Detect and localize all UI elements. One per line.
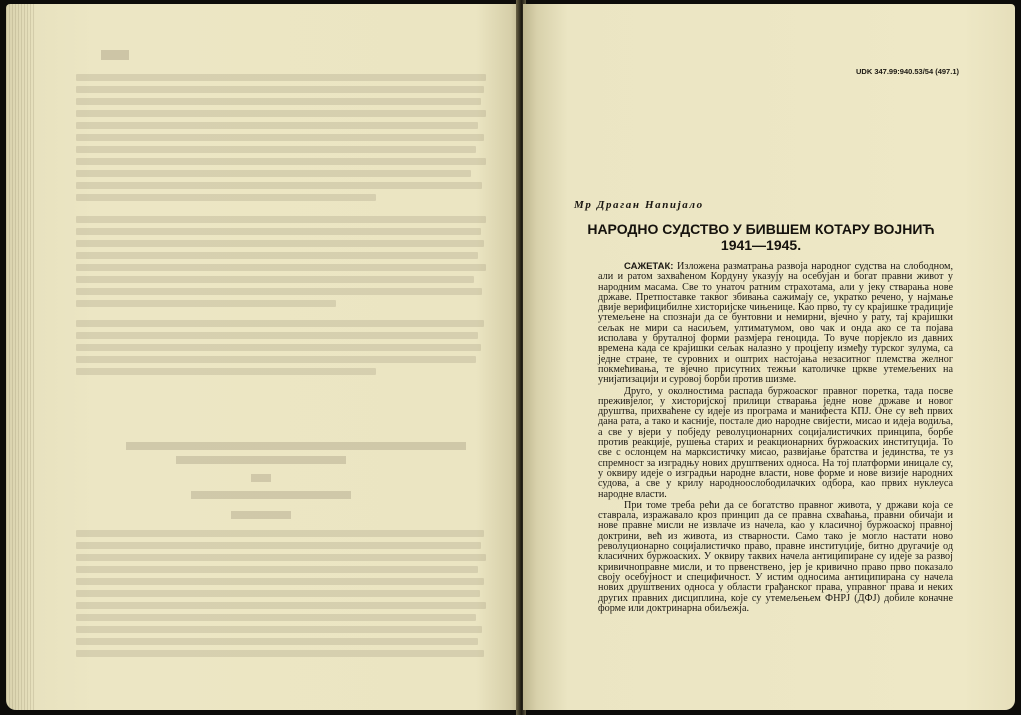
article-title — [587, 221, 935, 253]
show-through-line — [76, 288, 482, 295]
body-paragraph-3: При томе треба рећи да се богатство правног живота, у држави која се ставрала, изражавало кроз принцип да се правна схваћања, правни обичаји и нове правне мисли не извлаче из начела, као у класичној буржоаској правној доктрини, већ из живота, из стварности. Само тако је могло настати ново револуционарно социјалистичко право, правне институције, битно другачије од класичних буржоаских. У оквиру таквих начела антиципиране су идеје за развој кривичноправне мисли, и то првенствено, јер је кривично право прво показало своју осебујност и специфичност. У истим односима антиципирана су начела нових друштвених односа у области грађанског права, управног права и неких других правних дисциплина, које су утемељењем ФНРЈ (ДФЈ) добиле коначне форме или доктринарна обиљежја. — [598, 499, 953, 614]
show-through-line — [76, 614, 476, 621]
show-through-line — [76, 158, 486, 165]
show-through-line — [76, 300, 336, 307]
show-through-line — [76, 332, 478, 339]
show-through-line — [76, 638, 478, 645]
show-through-line — [76, 578, 484, 585]
page-edges — [6, 4, 36, 710]
show-through-line — [76, 110, 486, 117]
abstract-label: САЖЕТАК: — [624, 261, 674, 272]
show-through-line — [76, 320, 484, 327]
show-through-line — [76, 276, 474, 283]
show-through-line — [76, 344, 481, 351]
show-through-line — [76, 86, 484, 93]
body-paragraph-2: Друго, у околностима распада буржоаског правног поретка, тада посве преживјелог, у хисторијској прилици стварања једне нове државе и новог друштва, прихваћене су идеје из програма и манифеста КПЈ. Оне су већ првих дана рата, а тако и касније, постале дио народне свијести, мисао и идеја водиља, а све у вјери у побједу револуционарних социјалистичких принципа, борбе против реакције, рушења старих и реакционарних буржоаских институција. То све с ослонцем на марксистичку мисао, развијање братства и јединства, те уз спремност за изградњу нових друштвених односа. На тој платформи иницале су, у оквиру идеје о изградњи народне власти, нове форме и нове визије народних судова, а све у крилу народноослободилачких одбора, као првих нуклеуса народне власти. — [598, 385, 953, 500]
article-title-line2: 1941—1945. — [720, 237, 802, 253]
show-through-line — [76, 240, 484, 247]
abstract-paragraph — [598, 262, 953, 386]
show-through-line — [76, 626, 482, 633]
show-through-line — [76, 650, 484, 657]
show-through-heading — [231, 511, 291, 519]
show-through-heading — [126, 442, 466, 450]
show-through-line — [76, 264, 486, 271]
udk-classification: UDK 347.99:940.53/54 (497.1) — [856, 67, 959, 76]
show-through-heading — [191, 491, 351, 499]
show-through-line — [76, 228, 481, 235]
article-author: Мр Драган Напијало — [574, 199, 704, 211]
show-through-heading — [176, 456, 346, 464]
show-through-line — [76, 182, 482, 189]
show-through-line — [76, 566, 478, 573]
show-through-line — [76, 602, 486, 609]
left-page — [6, 4, 518, 710]
show-through-line — [76, 122, 478, 129]
article-body — [598, 262, 953, 615]
show-through-line — [76, 554, 486, 561]
show-through-line — [76, 590, 480, 597]
show-through-line — [76, 98, 481, 105]
show-through-line — [76, 368, 376, 375]
show-through-heading — [251, 474, 271, 482]
show-through-line — [76, 146, 476, 153]
article-title-line1: НАРОДНО СУДСТВО У БИВШЕМ КОТАРУ ВОЈНИЋ — [587, 221, 935, 237]
show-through-line — [76, 74, 486, 81]
show-through-line — [76, 170, 471, 177]
show-through-page-number — [101, 50, 129, 60]
show-through-line — [76, 252, 478, 259]
show-through-line — [76, 194, 376, 201]
show-through-line — [76, 216, 486, 223]
show-through-line — [76, 134, 484, 141]
show-through-line — [76, 542, 481, 549]
abstract-text: Изложена разматрања развоја народног судства на слободном, али и ратом захваћеном Кордуну указују на осебујан и богат правни живот у народним масама. Све то унаточ ратним страхотама, али у јеку стварања нове државе. Претпоставке таквог збивања сажимају се, укратко речено, у најмање двије верифицибилне хисторијске чињенице. Као прво, ту су крајишке традиције утемељене на спознаји да се бунтовни и немирни, вјечно у рату, тај крајишки сељак не мири са насиљем, ултиматумом, ово чак и онда ако се та појава исполава у бруталној форми размјера геноцида. То вуче порјекло из давних времена када се крајишки сељак налазно у процјепу између турског зулума, са једне стране, те суровних и оштрих настојања незаситног племства желног покмећивања, те вјечно присутних тежњи католичке цркве утемељених на унијатизацији и суровој борби против шизме. — [598, 261, 953, 386]
show-through-line — [76, 356, 476, 363]
show-through-line — [76, 530, 484, 537]
